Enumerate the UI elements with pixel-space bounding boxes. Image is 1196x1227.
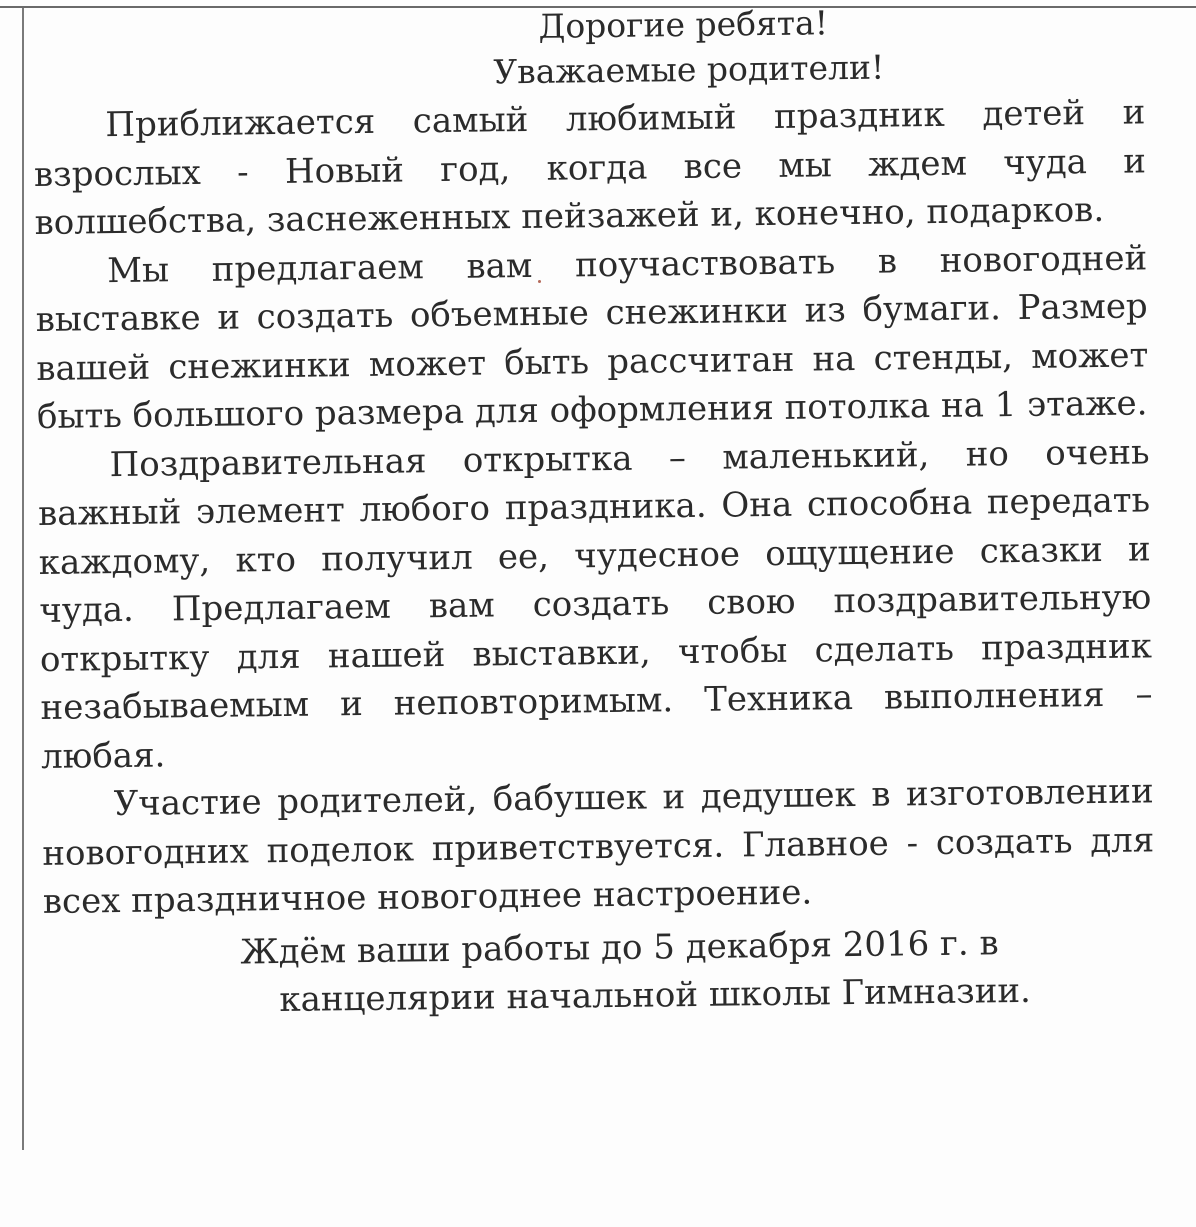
paragraph-snowflakes: Мы предлагаем вам поучаствовать в новогодней выставке и создать объемные снежинки из бумаги. Размер вашей снежинки может быть рассчитан на стенды, может быть большого размера для оформления потолка на 1 этаже. (35, 237, 1149, 437)
greeting-children: Дорогие ребята! (538, 3, 829, 46)
paragraph-greeting-card: Поздравительная открытка – маленький, но очень важный элемент любого праздника. Она способна передать каждому, кто получил ее, чудесное ощущение сказки и чуда. Предлагаем вам создать свою поздравительную открытку для нашей выставки, чтобы сделать праздник незабываемым и неповторимым. Техника выполнения – любая. (37, 431, 1153, 777)
closing-location: канцелярии начальной школы Гимназии. (279, 970, 1032, 1020)
closing-deadline: Ждём ваши работы до 5 декабря 2016 г. в (240, 922, 999, 973)
paragraph-holiday: Приближается самый любимый праздник детей и взрослых - Новый год, когда все мы ждем чуда и волшебства, заснеженных пейзажей и, конечно, подарков. (33, 92, 1147, 243)
letter-body (32, 0, 1156, 1026)
left-border-line (22, 8, 24, 1150)
greeting-parents: Уважаемые родители! (493, 47, 885, 92)
paragraph-family-participation: Участие родителей, бабушек и дедушек в изготовлении новогодних поделок приветствуется. Главное - создать для всех праздничное новогоднее настроение. (42, 771, 1155, 922)
